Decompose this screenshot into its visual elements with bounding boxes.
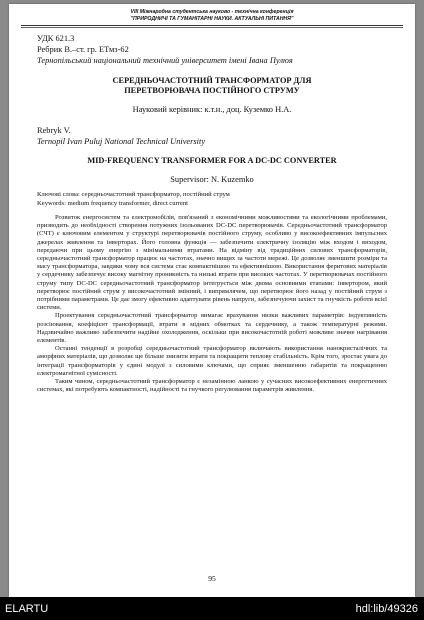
- page-number: 95: [208, 574, 216, 583]
- keywords-ua: Ключові слова: середньочастотний трансформатор, постійний струм: [37, 191, 230, 198]
- university-ua: Тернопільський національний технічний університет імені Івана Пулюя: [37, 56, 293, 65]
- keywords-en: Keywords: medium frequency transformer, direct current: [37, 200, 188, 207]
- header-rule-thin: [21, 27, 403, 28]
- author-ua: Ребрик В.–ст. гр. ЕТмз-62: [37, 45, 129, 54]
- paragraph: Таким чином, середньочастотний трансформатор є незамінною ланкою у сучасних високоефективних енергетичних системах, які потребують компактності, надійності та гнучкого регулювання параметрів живлення.: [37, 378, 387, 394]
- author-en: Rebryk V.: [37, 126, 71, 135]
- university-en: Ternopil Ivan Puluj National Technical University: [37, 137, 206, 146]
- title-ua-line1: СЕРЕДНЬОЧАСТОТНИЙ ТРАНСФОРМАТОР ДЛЯ: [112, 76, 312, 85]
- repository-label: ELARTU: [5, 603, 49, 615]
- viewer-footer: [0, 597, 424, 620]
- title-en: MID-FREQUENCY TRANSFORMER FOR A DC-DC CONVERTER: [87, 156, 337, 165]
- handle-identifier: hdl:lib/49326: [355, 603, 418, 615]
- supervisor-ua: Науковий керівник: к.т.н., доц. Куземко Н.А.: [132, 105, 292, 114]
- title-ua-line2: ПЕРЕТВОРЮВАЧА ПОСТІЙНОГО СТРУМУ: [124, 86, 300, 95]
- document-page: [9, 4, 415, 597]
- paragraph: Розвиток енергосистем та електромобілів, пов'язаний з економічними можливостями та екологічними проблемами, призводить до необхідності створення потужних ізольованих DC-DC перетворювачів. Середньочастотний трансформатор (СЧТ) є ключовим елементом у структурі перетворювачів постійного струму, особливо у високоефективних імпульсних джерелах живлення та інверторах. Його головна функція — забезпечити електричну ізоляцію між входом і виходом, передаючи при цьому енергію з мінімальними втратами. На відміну від традиційних силових трансформаторів, середньочастотний трансформатор працює на частотах, значно вищих за частоти мережі. Це дозволяє зменшити розміри та масу трансформатора, завдяки чому вся система стає компактнішою та ефективнішою. Використання феритових матеріалів у сердечнику забезпечує високу магнітну проникність та низькі втрати при високих частотах. У перетворювачах постійного струму типу DC-DC середньочастотний трансформатор інтегрується між двома основними етапами: інвертором, який перетворює постійний струм у високочастотний змінний, і випрямлячем, що перетворює його назад у постійний струм з потрібними параметрами. Це дає змогу ефективно адаптувати рівень напруги, забезпечуючи захист та гнучкість роботи всієї системи.: [37, 214, 387, 312]
- conference-header-line1: VIII Міжнародна студентська науково - технічна конференція: [130, 9, 294, 15]
- paragraph: Проектування середньочастотний трансформатор вимагає врахування низки важливих параметрів: індуктивність розсіювання, коефіцієнт трансформації, втрати в мідних обмотках та сердечнику, а також температурні режими. Надзвичайно важливо забезпечити надійне охолодження, оскільки при високочастотній роботі можливе значне нагрівання елементів.: [37, 312, 387, 345]
- header-rule: [21, 25, 403, 26]
- supervisor-en: Supervisor: N. Kuzemko: [170, 175, 254, 184]
- paragraph: Останні тенденції в розробці середньочастотний трансформатор включають використання нанокристалічних та аморфних матеріалів, що дозволяє ще більше знизити втрати та покращити теплову стабільність. Крім того, зростає увага до інтеграції трансформаторів у єдині модулі з силовими ключами, що сприяє зменшенню габаритів та покращенню електромагнітної сумісності.: [37, 345, 387, 377]
- udc-code: УДК 621.3: [37, 34, 75, 43]
- conference-header-line2: "ПРИРОДНИЧІ ТА ГУМАНІТАРНІ НАУКИ. АКТУАЛЬНІ ПИТАННЯ": [130, 15, 294, 22]
- body-text: [37, 214, 387, 394]
- conference-header: [9, 9, 415, 22]
